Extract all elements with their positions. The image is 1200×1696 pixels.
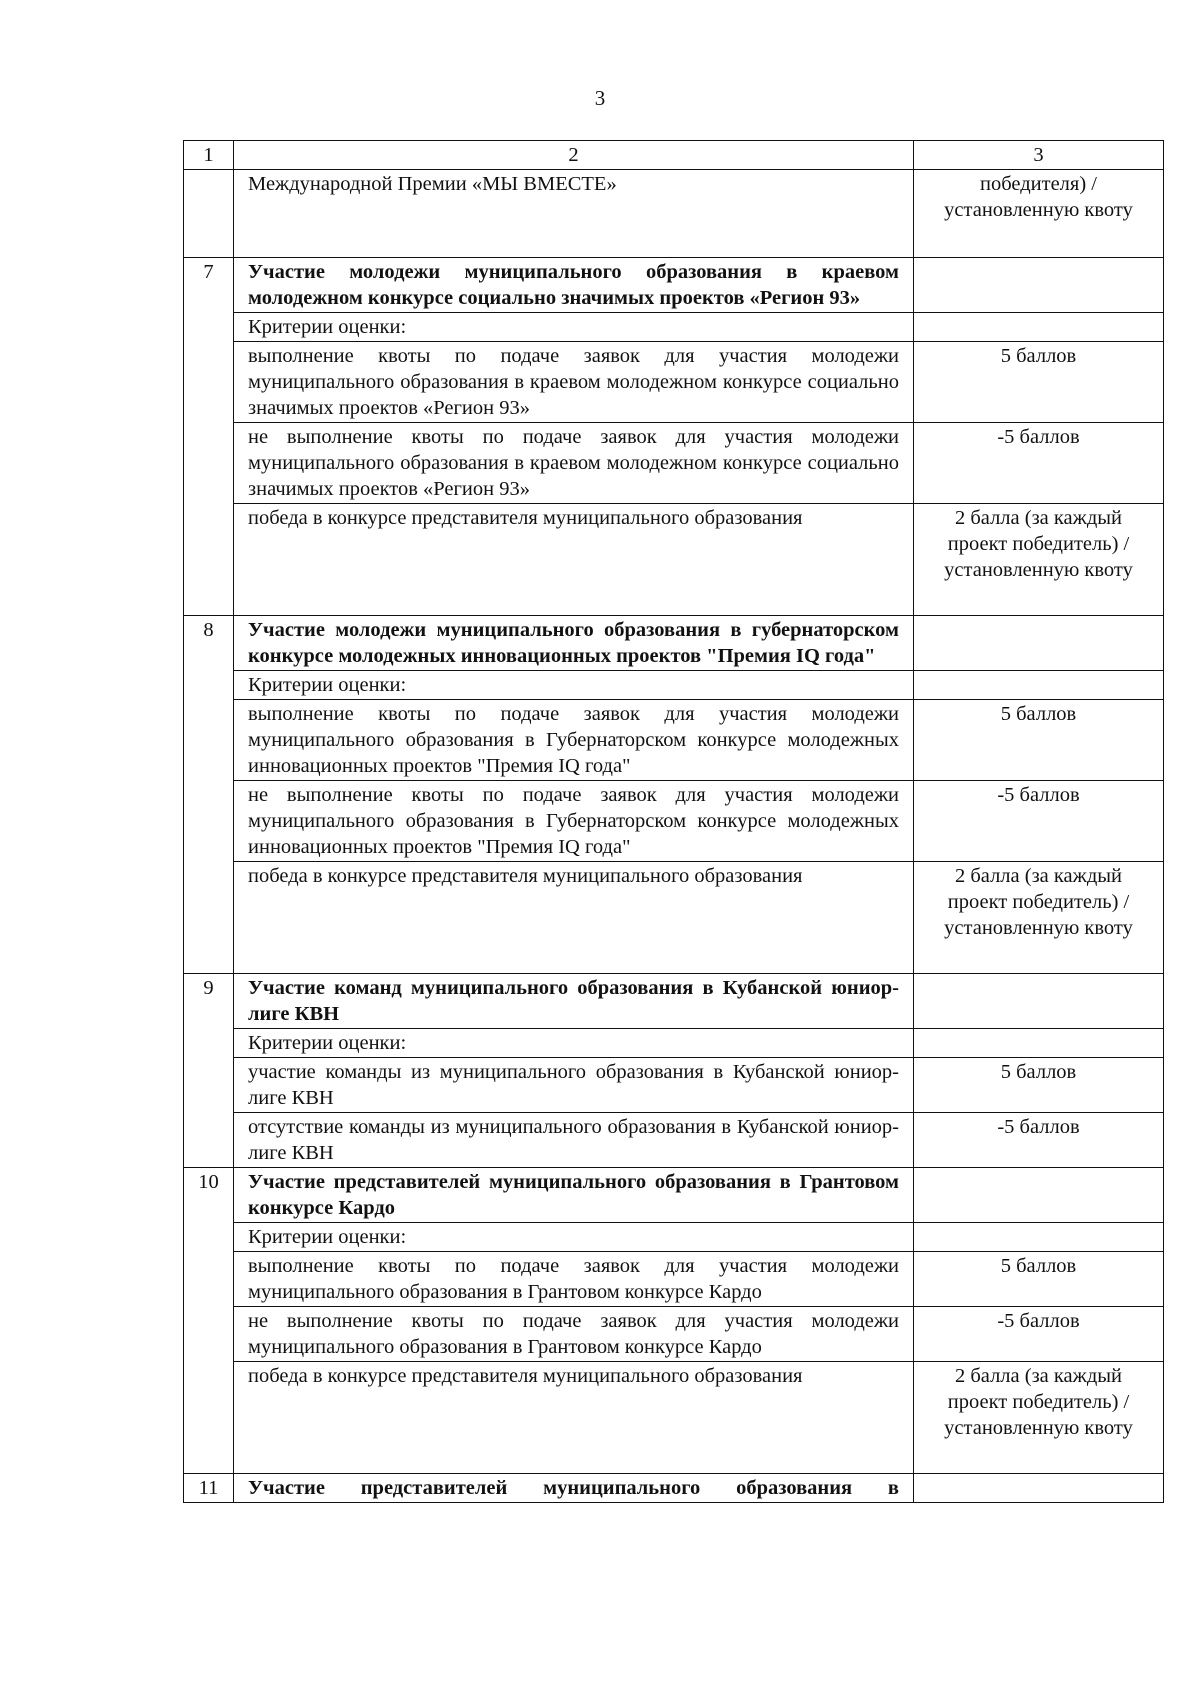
- section-10-title-score: [914, 1168, 1164, 1223]
- section-10-row-1-text: выполнение квоты по подаче заявок для участия молодежи муниципального образования в Грантовом конкурсе Кардо: [234, 1252, 914, 1307]
- section-10-title-row: [184, 1168, 1164, 1223]
- section-8-row-2-score: -5 баллов: [914, 781, 1164, 862]
- continuation-row: [184, 170, 1164, 258]
- section-7-row-3: [184, 504, 1164, 616]
- header-col-1: 1: [184, 141, 234, 170]
- section-8-row-3-text: победа в конкурсе представителя муниципального образования: [234, 862, 914, 974]
- section-11-number: 11: [184, 1474, 234, 1503]
- section-7-row-1: [184, 342, 1164, 423]
- section-8-title-score: [914, 616, 1164, 671]
- section-8-title-row: [184, 616, 1164, 671]
- section-8-row-3-score: 2 балла (за каждый проект победитель) /установленную квоту: [914, 862, 1164, 974]
- section-9-criteria-score: [914, 1029, 1164, 1058]
- section-8-row-1-score: 5 баллов: [914, 700, 1164, 781]
- section-7-criteria-label: Критерии оценки:: [234, 313, 914, 342]
- section-7-criteria-row: [184, 313, 1164, 342]
- section-9-row-1-score: 5 баллов: [914, 1058, 1164, 1113]
- section-10-row-3-text: победа в конкурсе представителя муниципального образования: [234, 1362, 914, 1474]
- section-9-row-2-score: -5 баллов: [914, 1113, 1164, 1168]
- section-8-criteria-label: Критерии оценки:: [234, 671, 914, 700]
- section-7-row-1-score: 5 баллов: [914, 342, 1164, 423]
- section-10-row-2-score: -5 баллов: [914, 1307, 1164, 1362]
- section-7-title-row: [184, 258, 1164, 313]
- section-7-row-1-text: выполнение квоты по подаче заявок для участия молодежи муниципального образования в краевом молодежном конкурсе социально значимых проектов «Регион 93»: [234, 342, 914, 423]
- section-9-title: Участие команд муниципального образования в Кубанской юниор-лиге КВН: [234, 974, 914, 1029]
- continuation-number-cell: [184, 170, 234, 258]
- header-col-2: 2: [234, 141, 914, 170]
- section-7-row-2-score: -5 баллов: [914, 423, 1164, 504]
- section-8-criteria-row: [184, 671, 1164, 700]
- section-9-criteria-label: Критерии оценки:: [234, 1029, 914, 1058]
- section-10-criteria-row: [184, 1223, 1164, 1252]
- section-10-row-3-score: 2 балла (за каждый проект победитель) /установленную квоту: [914, 1362, 1164, 1474]
- section-7-row-2: [184, 423, 1164, 504]
- section-9-row-2: [184, 1113, 1164, 1168]
- section-10-row-2-text: не выполнение квоты по подаче заявок для участия молодежи муниципального образования в Грантовом конкурсе Кардо: [234, 1307, 914, 1362]
- section-8-row-3: [184, 862, 1164, 974]
- section-10-row-1: [184, 1252, 1164, 1307]
- section-9-row-1-text: участие команды из муниципального образования в Кубанской юниор-лиге КВН: [234, 1058, 914, 1113]
- continuation-score: победителя) /установленную квоту: [914, 170, 1164, 258]
- section-10-row-1-score: 5 баллов: [914, 1252, 1164, 1307]
- section-10-criteria-score: [914, 1223, 1164, 1252]
- section-8-title: Участие молодежи муниципального образования в губернаторском конкурсе молодежных инновационных проектов "Премия IQ года": [234, 616, 914, 671]
- section-8-row-2: [184, 781, 1164, 862]
- section-11-title-row: [184, 1474, 1164, 1503]
- section-7-row-3-score: 2 балла (за каждый проект победитель) /установленную квоту: [914, 504, 1164, 616]
- section-10-row-2: [184, 1307, 1164, 1362]
- section-7-row-2-text: не выполнение квоты по подаче заявок для участия молодежи муниципального образования в краевом молодежном конкурсе социально значимых проектов «Регион 93»: [234, 423, 914, 504]
- section-7-number: 7: [184, 258, 234, 616]
- section-9-title-row: [184, 974, 1164, 1029]
- section-10-number: 10: [184, 1168, 234, 1474]
- section-11-title-score: [914, 1474, 1164, 1503]
- section-9-number: 9: [184, 974, 234, 1168]
- page-number: 3: [594, 86, 606, 110]
- section-9-row-1: [184, 1058, 1164, 1113]
- section-10-criteria-label: Критерии оценки:: [234, 1223, 914, 1252]
- section-10-title: Участие представителей муниципального образования в Грантовом конкурсе Кардо: [234, 1168, 914, 1223]
- section-7-row-3-text: победа в конкурсе представителя муниципального образования: [234, 504, 914, 616]
- table-header-row: [184, 141, 1164, 170]
- section-10-row-3: [184, 1362, 1164, 1474]
- section-7-criteria-score: [914, 313, 1164, 342]
- section-8-criteria-score: [914, 671, 1164, 700]
- section-7-title-score: [914, 258, 1164, 313]
- continuation-text: Международной Премии «МЫ ВМЕСТЕ»: [234, 170, 914, 258]
- section-7-title: Участие молодежи муниципального образования в краевом молодежном конкурсе социально значимых проектов «Регион 93»: [234, 258, 914, 313]
- section-8-number: 8: [184, 616, 234, 974]
- section-9-title-score: [914, 974, 1164, 1029]
- section-8-row-2-text: не выполнение квоты по подаче заявок для участия молодежи муниципального образования в Губернаторском конкурсе молодежных инновационных проектов "Премия IQ года": [234, 781, 914, 862]
- section-8-row-1: [184, 700, 1164, 781]
- section-9-row-2-text: отсутствие команды из муниципального образования в Кубанской юниор-лиге КВН: [234, 1113, 914, 1168]
- section-11-title: Участие представителей муниципального образования в: [234, 1474, 914, 1503]
- section-9-criteria-row: [184, 1029, 1164, 1058]
- header-col-3: 3: [914, 141, 1164, 170]
- criteria-table: [183, 140, 1164, 1503]
- section-8-row-1-text: выполнение квоты по подаче заявок для участия молодежи муниципального образования в Губернаторском конкурсе молодежных инновационных проектов "Премия IQ года": [234, 700, 914, 781]
